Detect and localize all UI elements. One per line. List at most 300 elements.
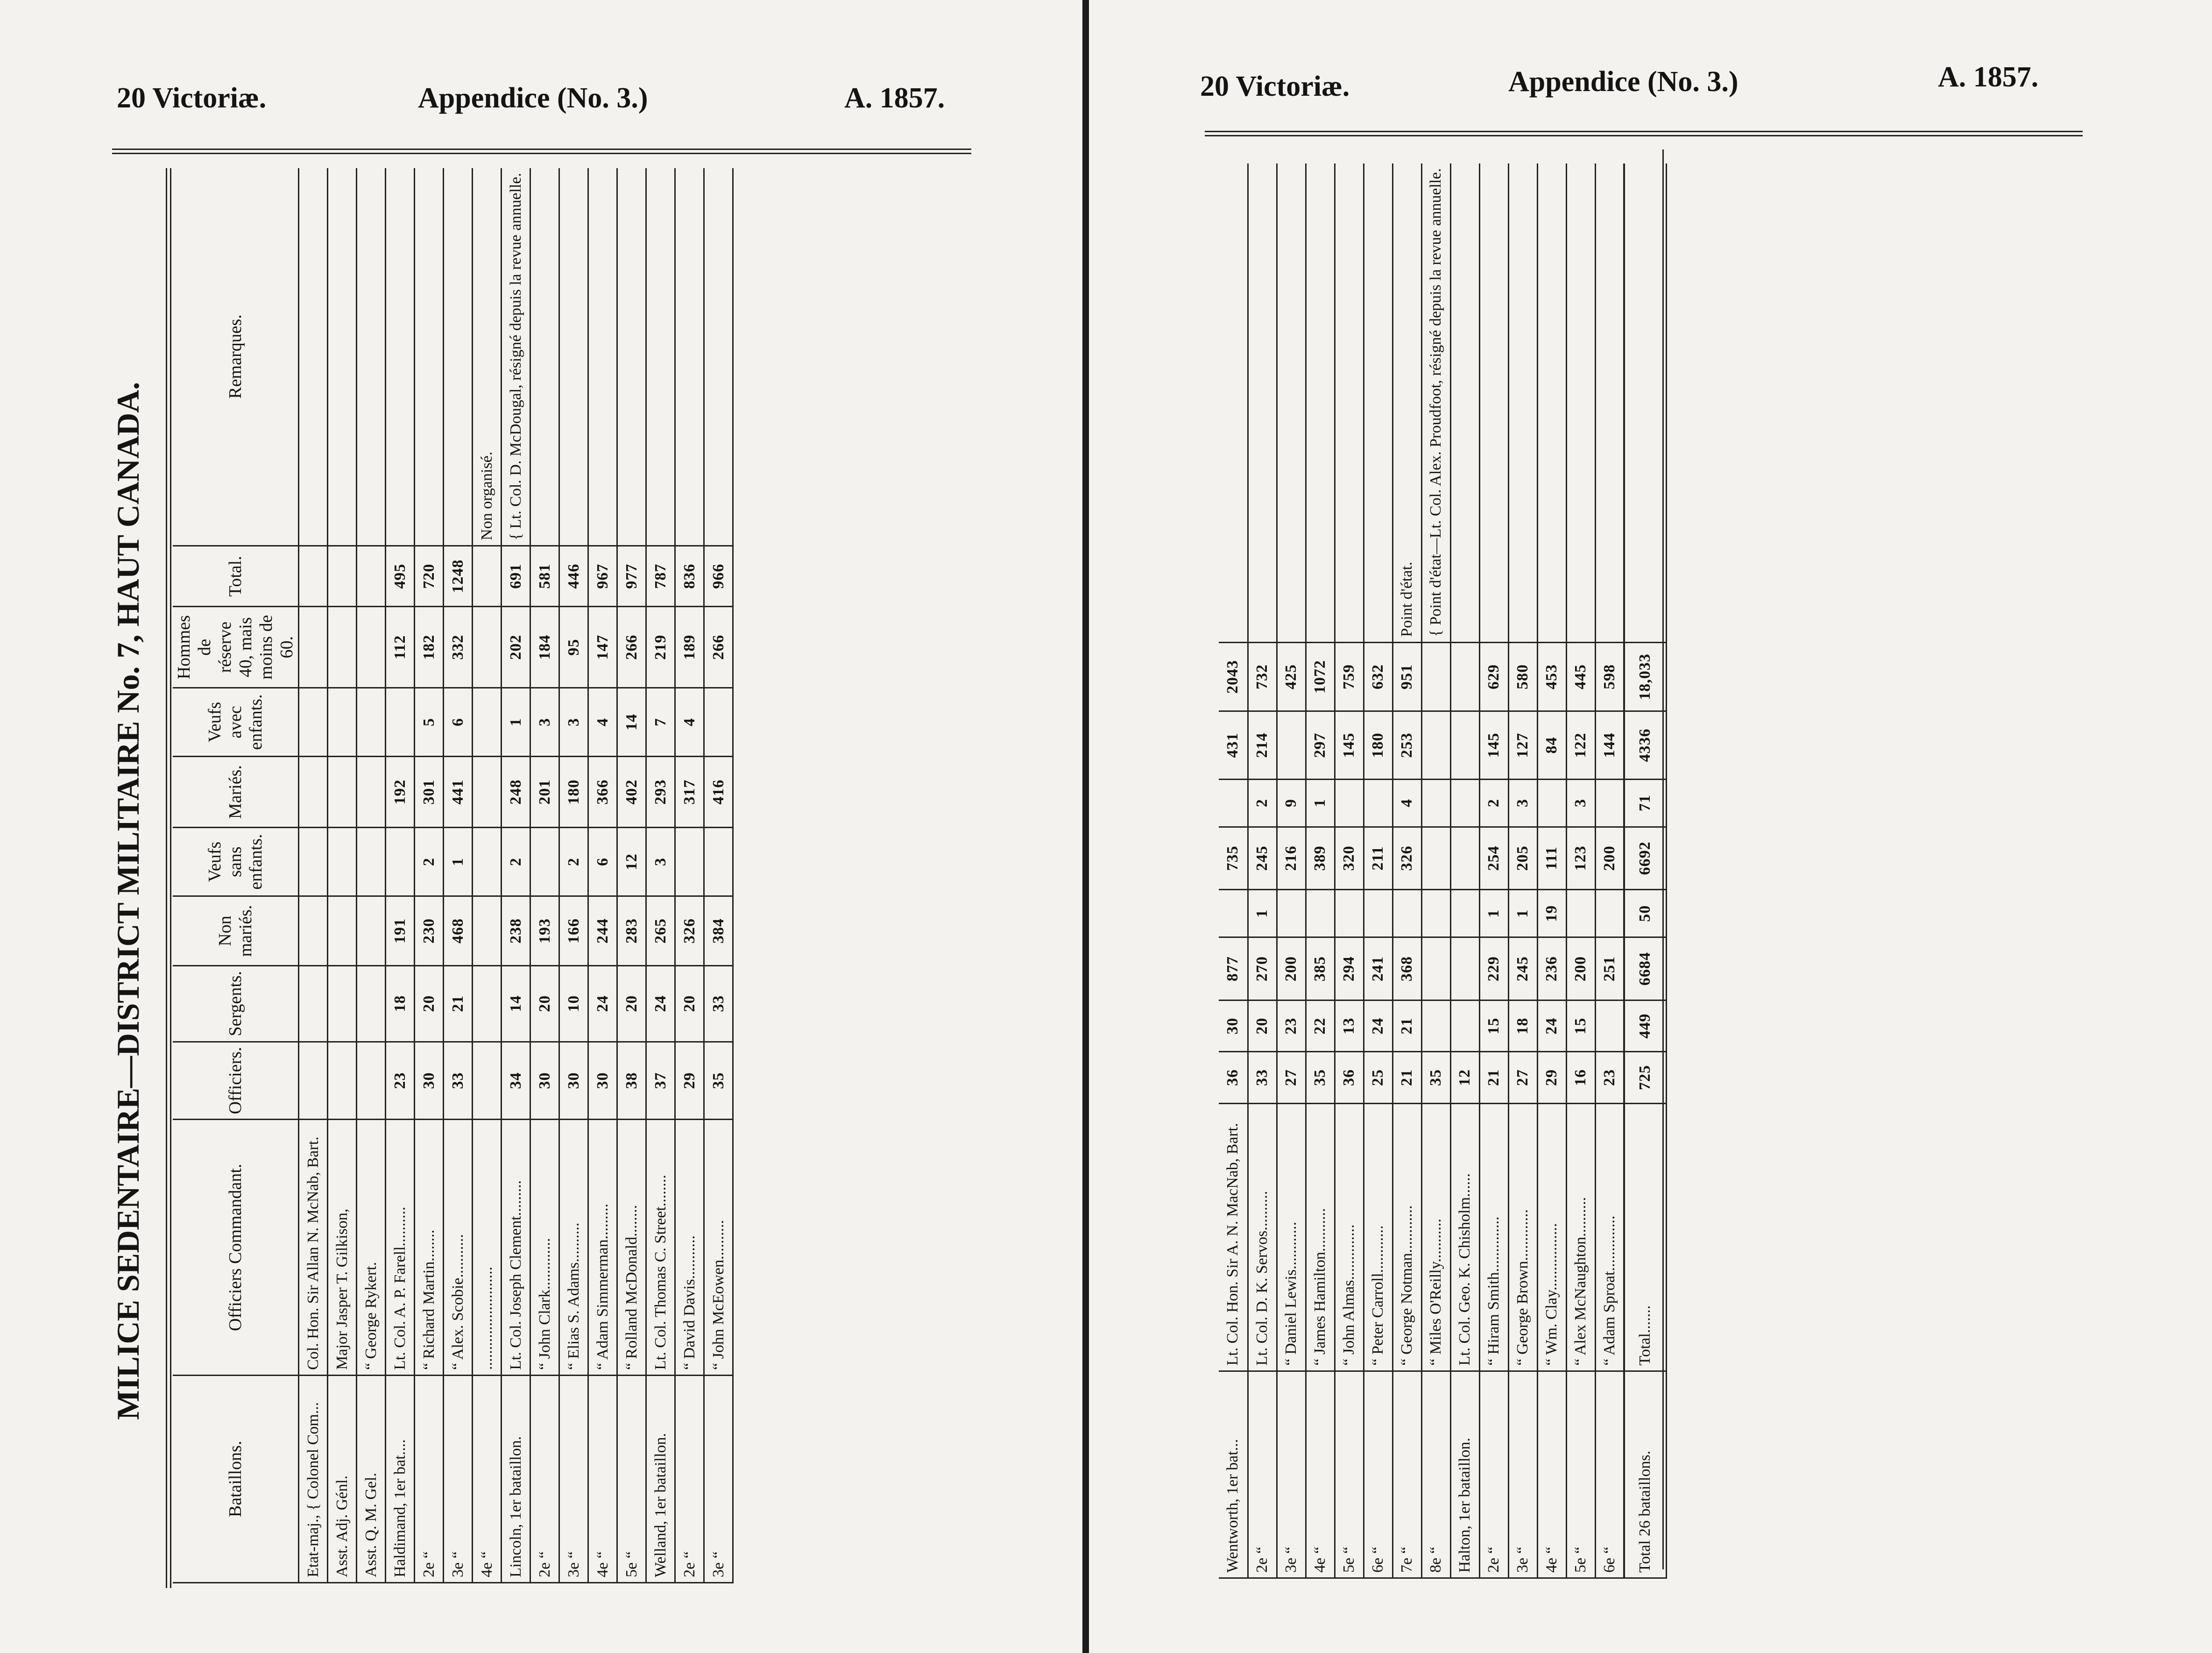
cell-total: 425 [1277,642,1306,711]
cell-veufs-avec [1450,779,1479,827]
cell-officiers: 27 [1277,1052,1306,1103]
cell-maries: 201 [530,757,559,828]
cell-veufs-sans [357,827,386,896]
cell-non-maries: 384 [704,896,733,965]
cell-bataillon: Halton, 1er bataillon. [1450,1371,1479,1578]
table-row [299,168,328,1583]
total-reserve: 4336 [1624,711,1666,779]
cell-total: 691 [502,546,530,607]
left-table-body [299,168,733,1583]
cell-officier-commandant: “ Hiram Smith.............. [1479,1103,1508,1371]
cell-non-maries: 294 [1335,937,1364,1000]
cell-officier-commandant: Lt. Col. A. P. Farell.......... [386,1120,415,1376]
col-non-maries: Non mariés. [173,896,299,965]
cell-total: 836 [675,546,704,607]
cell-sergents: 24 [1537,1000,1566,1051]
cell-officiers [328,1042,357,1120]
cell-bataillon: 4e “ [1537,1371,1566,1578]
cell-non-maries [357,896,386,965]
cell-non-maries: 238 [502,896,530,965]
cell-remarques [588,168,617,546]
cell-veufs-sans: 1 [1248,890,1277,937]
table-row [530,168,559,1583]
cell-officiers: 35 [704,1042,733,1120]
cell-total: 2043 [1219,642,1248,711]
cell-remarques: Non organisé. [473,168,502,546]
col-officiers-commandant: Officiers Commandant. [173,1120,299,1376]
cell-remarques [704,168,733,546]
cell-non-maries: 385 [1306,937,1335,1000]
cell-veufs-avec: 9 [1277,779,1306,827]
cell-non-maries: 200 [1277,937,1306,1000]
cell-non-maries: 193 [530,896,559,965]
cell-remarques [1219,163,1248,642]
cell-reserve: 431 [1219,711,1248,779]
cell-bataillon: Wentworth, 1er bat... [1219,1371,1248,1578]
cell-bataillon: 4e “ [1306,1371,1335,1578]
cell-total: 951 [1392,642,1421,711]
cell-veufs-avec: 3 [1508,779,1537,827]
cell-bataillon: 5e “ [1335,1371,1364,1578]
cell-non-maries: 229 [1479,937,1508,1000]
cell-officier-commandant: “ Alex. Scobie........... [444,1120,473,1376]
cell-remarques [1306,163,1335,642]
cell-maries: 317 [675,757,704,828]
table-row [357,168,386,1583]
cell-non-maries: 251 [1595,937,1624,1000]
cell-veufs-sans [328,827,357,896]
cell-veufs-sans [675,827,704,896]
cell-officier-commandant: Col. Hon. Sir Allan N. McNab, Bart. [299,1120,328,1376]
right-data-table [1219,163,1667,1579]
cell-maries [357,757,386,828]
cell-veufs-sans [386,827,415,896]
total-sergents: 449 [1624,1000,1666,1051]
cell-sergents: 18 [1508,1000,1537,1051]
total-maries: 6692 [1624,827,1666,890]
cell-total: 629 [1479,642,1508,711]
right-header-year: A. 1857. [1938,61,2039,93]
cell-veufs-sans: 2 [415,827,444,896]
cell-bataillon: 2e “ [675,1375,704,1582]
cell-bataillon: 3e “ [444,1375,473,1582]
cell-veufs-sans [1364,890,1392,937]
cell-reserve [299,607,328,688]
cell-remarques [1537,163,1566,642]
cell-veufs-avec: 4 [675,688,704,756]
cell-officiers: 38 [617,1042,646,1120]
table-row [1248,163,1277,1578]
cell-veufs-sans [1277,890,1306,937]
cell-sergents: 24 [588,965,617,1042]
cell-sergents: 22 [1306,1000,1335,1051]
cell-bataillon: 2e “ [530,1375,559,1582]
col-remarques: Remarques. [173,168,299,546]
table-row [1219,163,1248,1578]
cell-officiers [299,1042,328,1120]
left-header-year: A. 1857. [844,82,945,114]
cell-veufs-sans [299,827,328,896]
cell-sergents [1450,1000,1479,1051]
cell-total: 453 [1537,642,1566,711]
left-table-border [166,168,171,1588]
cell-sergents: 13 [1335,1000,1364,1051]
table-row [328,168,357,1583]
cell-reserve: 147 [588,607,617,688]
cell-officier-commandant: .......................... [473,1120,502,1376]
left-header-appendix: Appendice (No. 3.) [418,82,648,114]
cell-reserve: 214 [1248,711,1277,779]
cell-reserve: 84 [1537,711,1566,779]
cell-non-maries: 236 [1537,937,1566,1000]
cell-officier-commandant: “ Daniel Lewis............ [1277,1103,1306,1371]
cell-remarques: { Point d'état—Lt. Col. Alex. Proudfoot, résigné depuis la revue annuelle. [1421,163,1450,642]
cell-officiers [473,1042,502,1120]
cell-total: 966 [704,546,733,607]
cell-non-maries: 166 [559,896,588,965]
cell-maries [1421,827,1450,890]
cell-non-maries: 283 [617,896,646,965]
cell-sergents: 33 [704,965,733,1042]
cell-veufs-sans [1306,890,1335,937]
cell-veufs-avec: 6 [444,688,473,756]
cell-officier-commandant: “ Alex McNaughton.......... [1566,1103,1595,1371]
cell-bataillon: 3e “ [1508,1371,1537,1578]
cell-total: 759 [1335,642,1364,711]
cell-veufs-avec: 3 [1566,779,1595,827]
total-row [1624,163,1666,1578]
col-reserve: Hommes de réserve 40, mais moins de 60. [173,607,299,688]
cell-sergents: 20 [675,965,704,1042]
cell-total: 632 [1364,642,1392,711]
cell-reserve: 189 [675,607,704,688]
cell-reserve: 332 [444,607,473,688]
cell-officier-commandant: “ Elias S. Adams.......... [559,1120,588,1376]
cell-total [1450,642,1479,711]
cell-maries: 245 [1248,827,1277,890]
cell-total: 446 [559,546,588,607]
cell-reserve [1421,711,1450,779]
cell-reserve: 112 [386,607,415,688]
cell-veufs-sans: 3 [646,827,675,896]
cell-bataillon: 2e “ [1248,1371,1277,1578]
cell-officiers: 30 [559,1042,588,1120]
cell-officiers: 37 [646,1042,675,1120]
table-row [1364,163,1392,1578]
cell-remarques [328,168,357,546]
cell-sergents: 21 [444,965,473,1042]
cell-non-maries: 191 [386,896,415,965]
cell-sergents [328,965,357,1042]
cell-remarques [415,168,444,546]
cell-maries: 211 [1364,827,1392,890]
left-data-table [173,168,734,1583]
cell-non-maries: 468 [444,896,473,965]
cell-sergents: 20 [530,965,559,1042]
cell-non-maries: 245 [1508,937,1537,1000]
col-veufs-avec: Veufs avec enfants. [173,688,299,756]
cell-veufs-sans [1392,890,1421,937]
cell-total [357,546,386,607]
table-row [1450,163,1479,1578]
cell-bataillon: 2e “ [415,1375,444,1582]
table-row [1392,163,1421,1578]
cell-veufs-sans [1219,890,1248,937]
cell-total: 967 [588,546,617,607]
cell-veufs-avec: 1 [502,688,530,756]
cell-maries: 402 [617,757,646,828]
table-row [1306,163,1335,1578]
cell-sergents [1421,1000,1450,1051]
cell-officiers: 21 [1392,1052,1421,1103]
cell-officier-commandant: “ Wm. Clay................. [1537,1103,1566,1371]
cell-maries: 248 [502,757,530,828]
cell-officiers: 30 [530,1042,559,1120]
col-maries: Mariés. [173,757,299,828]
cell-total [299,546,328,607]
cell-veufs-sans [1335,890,1364,937]
cell-non-maries: 368 [1392,937,1421,1000]
cell-non-maries: 877 [1219,937,1248,1000]
cell-total: 977 [617,546,646,607]
cell-reserve [357,607,386,688]
cell-bataillon: 4e “ [473,1375,502,1582]
cell-reserve: 145 [1479,711,1508,779]
cell-bataillon: Etat-maj., { Colonel Com... [299,1375,328,1582]
right-header-rule [1205,131,2083,136]
cell-non-maries: 200 [1566,937,1595,1000]
cell-reserve: 184 [530,607,559,688]
cell-officier-commandant: Lt. Col. Geo. K. Chisholm...... [1450,1103,1479,1371]
cell-officiers: 21 [1479,1052,1508,1103]
table-row [386,168,415,1583]
cell-remarques [299,168,328,546]
cell-bataillon: 4e “ [588,1375,617,1582]
cell-veufs-avec [1537,779,1566,827]
left-header-rule [112,149,971,154]
cell-veufs-sans: 2 [559,827,588,896]
left-page [0,0,1083,1653]
cell-remarques [1277,163,1306,642]
table-row [617,168,646,1583]
cell-officier-commandant: “ George Brown............. [1508,1103,1537,1371]
left-table-rotated [173,168,734,1583]
cell-officier-commandant: “ John McEowen.......... [704,1120,733,1376]
cell-reserve [1450,711,1479,779]
cell-bataillon: 2e “ [1479,1371,1508,1578]
left-header-session: 20 Victoriæ. [117,82,267,114]
right-header-session: 20 Victoriæ. [1200,71,1350,102]
cell-officiers: 16 [1566,1052,1595,1103]
col-officiers: Officiers. [173,1042,299,1120]
cell-sergents: 15 [1479,1000,1508,1051]
col-veufs-sans: Veufs sans enfants. [173,827,299,896]
cell-maries: 441 [444,757,473,828]
table-row [588,168,617,1583]
cell-officiers [357,1042,386,1120]
cell-officier-commandant: Lt. Col. Joseph Clement......... [502,1120,530,1376]
cell-reserve: 253 [1392,711,1421,779]
cell-remarques [1450,163,1479,642]
right-header-appendix: Appendice (No. 3.) [1508,66,1739,98]
cell-veufs-sans: 2 [502,827,530,896]
cell-officiers: 35 [1421,1052,1450,1103]
cell-total [473,546,502,607]
cell-veufs-avec [1595,779,1624,827]
cell-maries: 254 [1479,827,1508,890]
cell-bataillon: Welland, 1er bataillon. [646,1375,675,1582]
right-table-rotated [1219,163,1667,1579]
cell-bataillon: 6e “ [1364,1371,1392,1578]
cell-sergents [299,965,328,1042]
cell-veufs-sans [1566,890,1595,937]
cell-bataillon: 6e “ [1595,1371,1624,1578]
cell-total: 581 [530,546,559,607]
cell-bataillon: Asst. Q. M. Gel. [357,1375,386,1582]
cell-non-maries [299,896,328,965]
table-row [1537,163,1566,1578]
cell-sergents: 24 [1364,1000,1392,1051]
cell-maries: 301 [415,757,444,828]
cell-veufs-avec [1335,779,1364,827]
cell-remarques [675,168,704,546]
cell-veufs-sans [473,827,502,896]
cell-reserve: 202 [502,607,530,688]
cell-maries: 416 [704,757,733,828]
table-row [675,168,704,1583]
cell-remarques: Point d'état. [1392,163,1421,642]
col-sergents: Sergents. [173,965,299,1042]
cell-remarques [559,168,588,546]
cell-remarques [1479,163,1508,642]
cell-officiers: 30 [415,1042,444,1120]
cell-total: 445 [1566,642,1595,711]
table-row [1479,163,1508,1578]
cell-remarques [617,168,646,546]
cell-total: 1072 [1306,642,1335,711]
cell-veufs-avec: 2 [1248,779,1277,827]
cell-veufs-sans: 19 [1537,890,1566,937]
cell-veufs-avec [473,688,502,756]
cell-reserve: 122 [1566,711,1595,779]
cell-veufs-avec [1219,779,1248,827]
cell-total: 1248 [444,546,473,607]
table-row [1595,163,1624,1578]
cell-reserve: 127 [1508,711,1537,779]
cell-officier-commandant: Lt. Col. Hon. Sir A. N. MacNab, Bart. [1219,1103,1248,1371]
right-table-body [1219,163,1666,1578]
cell-total: 787 [646,546,675,607]
cell-veufs-avec: 3 [559,688,588,756]
cell-sergents: 21 [1392,1000,1421,1051]
table-row [559,168,588,1583]
cell-remarques: { Lt. Col. D. McDougal, résigné depuis la revue annuelle. [502,168,530,546]
cell-maries [1450,827,1479,890]
cell-reserve: 266 [704,607,733,688]
cell-veufs-sans [1450,890,1479,937]
cell-maries: 366 [588,757,617,828]
cell-reserve [1277,711,1306,779]
cell-total: 495 [386,546,415,607]
cell-reserve: 219 [646,607,675,688]
table-row [502,168,530,1583]
table-row [473,168,502,1583]
cell-officiers: 27 [1508,1052,1537,1103]
cell-officier-commandant: “ Richard Martin........ [415,1120,444,1376]
cell-maries: 180 [559,757,588,828]
cell-veufs-avec [1364,779,1392,827]
cell-maries [328,757,357,828]
cell-veufs-avec: 2 [1479,779,1508,827]
cell-bataillon: 3e “ [1277,1371,1306,1578]
cell-veufs-sans: 6 [588,827,617,896]
cell-officier-commandant: “ Peter Carroll............ [1364,1103,1392,1371]
cell-officier-commandant: “ Miles O'Reilly........... [1421,1103,1450,1371]
cell-sergents: 14 [502,965,530,1042]
table-row [646,168,675,1583]
cell-reserve [328,607,357,688]
cell-sergents: 20 [1248,1000,1277,1051]
cell-non-maries [328,896,357,965]
cell-remarques [357,168,386,546]
cell-officiers: 23 [1595,1052,1624,1103]
cell-sergents [473,965,502,1042]
cell-sergents: 24 [646,965,675,1042]
cell-officier-commandant: Lt. Col. Thomas C. Street........ [646,1120,675,1376]
cell-total: 598 [1595,642,1624,711]
cell-officier-commandant: “ David Davis........... [675,1120,704,1376]
total-officier-commandant: Total....... [1624,1103,1666,1371]
cell-bataillon: Lincoln, 1er bataillon. [502,1375,530,1582]
cell-sergents: 18 [386,965,415,1042]
table-row [1566,163,1595,1578]
total-remarques [1624,163,1666,642]
cell-maries [473,757,502,828]
cell-veufs-sans [1421,890,1450,937]
cell-maries: 320 [1335,827,1364,890]
cell-non-maries: 241 [1364,937,1392,1000]
cell-remarques [1335,163,1364,642]
cell-reserve [473,607,502,688]
table-row [1277,163,1306,1578]
cell-sergents: 15 [1566,1000,1595,1051]
cell-veufs-avec [386,688,415,756]
cell-maries: 735 [1219,827,1248,890]
cell-officiers: 35 [1306,1052,1335,1103]
cell-non-maries: 265 [646,896,675,965]
cell-maries: 192 [386,757,415,828]
cell-bataillon: Asst. Adj. Génl. [328,1375,357,1582]
cell-maries: 205 [1508,827,1537,890]
cell-officier-commandant: “ Rolland McDonald........ [617,1120,646,1376]
cell-officier-commandant: “ James Hamilton........... [1306,1103,1335,1371]
cell-maries: 326 [1392,827,1421,890]
cell-veufs-sans: 12 [617,827,646,896]
cell-veufs-avec: 1 [1306,779,1335,827]
cell-reserve: 144 [1595,711,1624,779]
cell-sergents: 20 [617,965,646,1042]
cell-total [328,546,357,607]
cell-maries: 123 [1566,827,1595,890]
cell-non-maries: 230 [415,896,444,965]
cell-maries [299,757,328,828]
cell-officier-commandant: “ Adam Simmerman......... [588,1120,617,1376]
col-bataillons: Bataillons. [173,1375,299,1582]
cell-veufs-avec: 3 [530,688,559,756]
cell-officier-commandant: “ George Notman............ [1392,1103,1421,1371]
cell-sergents: 30 [1219,1000,1248,1051]
cell-officiers: 29 [675,1042,704,1120]
